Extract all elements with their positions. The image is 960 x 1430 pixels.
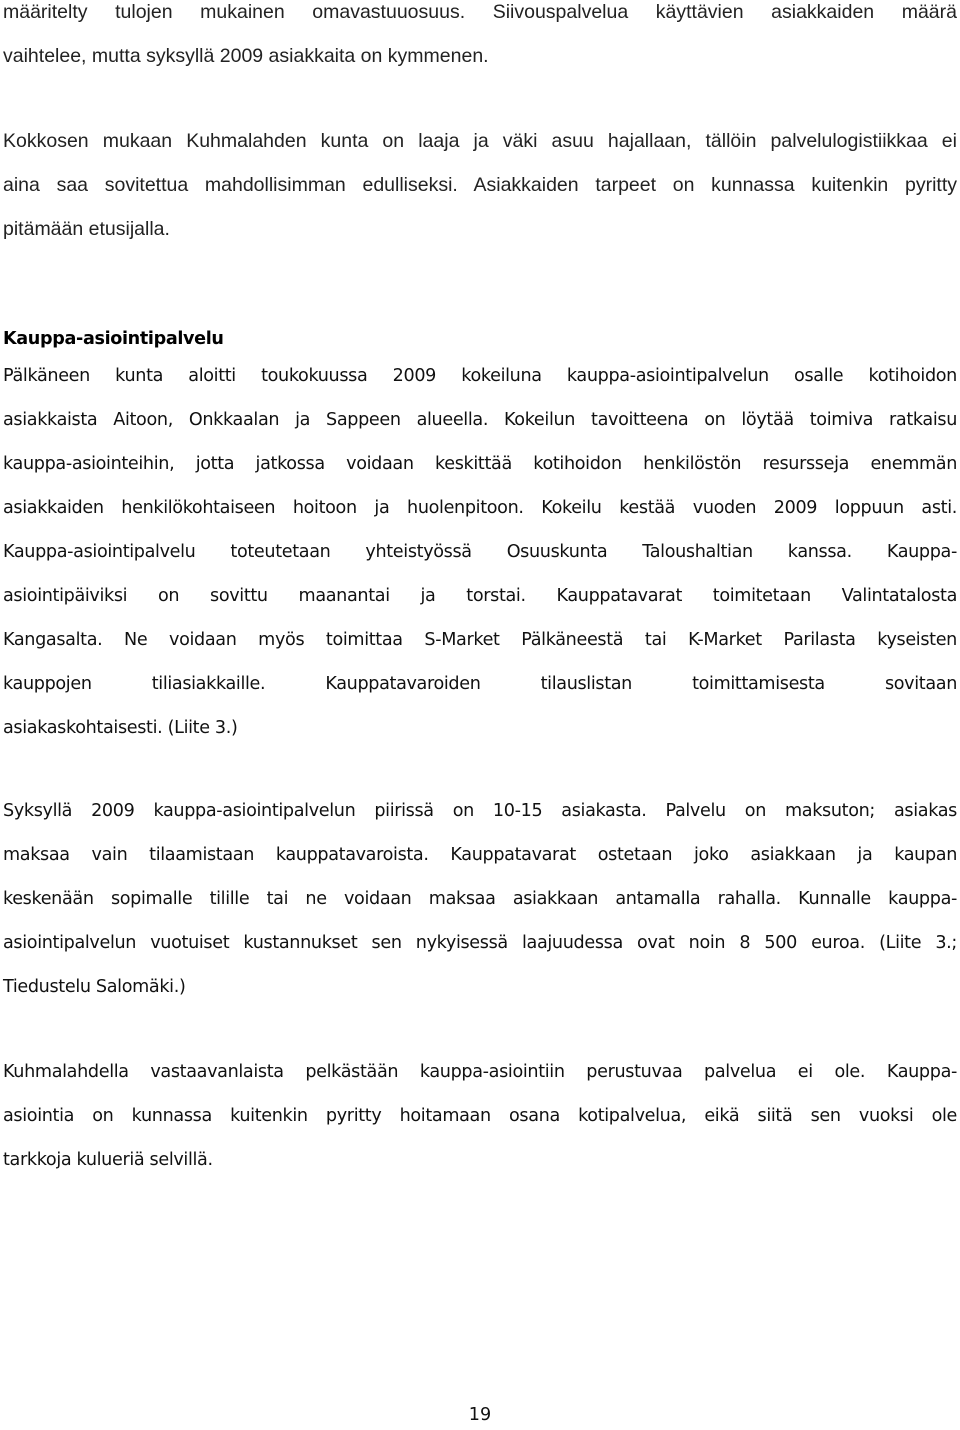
section-heading: Kauppa-asiointipalvelu <box>3 329 224 349</box>
text-line: Kangasalta. Ne voidaan myös toimittaa S-Market Pälkäneestä tai K-Market Parilasta kyseisten <box>3 630 957 650</box>
text-line: maksaa vain tilaamistaan kauppatavaroista. Kauppatavarat ostetaan joko asiakkaan ja kaupan <box>3 845 957 865</box>
text-line: Kuhmalahdella vastaavanlaista pelkästään kauppa-asiointiin perustuvaa palvelua ei ole. Kauppa- <box>3 1062 957 1082</box>
page-number: 19 <box>468 1405 492 1425</box>
text-line: asiakaskohtaisesti. (Liite 3.) <box>3 718 238 738</box>
text-line: asiakkaista Aitoon, Onkkaalan ja Sappeen alueella. Kokeilun tavoitteena on löytää toimiva ratkaisu <box>3 410 957 430</box>
text-line: asiakkaiden henkilökohtaiseen hoitoon ja huolenpitoon. Kokeilu kestää vuoden 2009 loppuun asti. <box>3 498 957 518</box>
paragraph-omavastuu <box>3 0 957 78</box>
text-line: kauppojen tiliasiakkaille. Kauppatavaroiden tilauslistan toimittamisesta sovitaan <box>3 674 957 694</box>
paragraph-asiakkaat-kustannukset <box>3 789 957 1009</box>
text-line: Syksyllä 2009 kauppa-asiointipalvelun piirissä on 10-15 asiakasta. Palvelu on maksuton; asiakas <box>3 801 957 821</box>
text-line: määritelty tulojen mukainen omavastuuosuus. Siivouspalvelua käyttävien asiakkaiden määrä <box>3 1 957 23</box>
text-line: asiointia on kunnassa kuitenkin pyritty hoitamaan osana kotipalvelua, eikä siitä sen vuoksi ole <box>3 1106 957 1126</box>
text-line: kauppa-asiointeihin, jotta jatkossa voidaan keskittää kotihoidon henkilöstön resursseja enemmän <box>3 454 957 474</box>
text-line: Tiedustelu Salomäki.) <box>3 977 186 997</box>
paragraph-kuhmalahti-kauppa <box>3 1050 957 1182</box>
paragraph-kuhmalahti-logistiikka <box>3 119 957 251</box>
text-line: vaihtelee, mutta syksyllä 2009 asiakkaita on kymmenen. <box>3 45 489 67</box>
text-line: asiointipalvelun vuotuiset kustannukset sen nykyisessä laajuudessa ovat noin 8 500 euroa. (Liite 3.; <box>3 933 957 953</box>
paragraph-kokeilu <box>3 354 957 750</box>
text-line: asiointipäiviksi on sovittu maanantai ja torstai. Kauppatavarat toimitetaan Valintatalosta <box>3 586 957 606</box>
text-line: aina saa sovitettua mahdollisimman edulliseksi. Asiakkaiden tarpeet on kunnassa kuitenkin pyritty <box>3 174 957 196</box>
text-line: keskenään sopimalle tilille tai ne voidaan maksaa asiakkaan antamalla rahalla. Kunnalle kauppa- <box>3 889 957 909</box>
text-line: Kokkosen mukaan Kuhmalahden kunta on laaja ja väki asuu hajallaan, tällöin palvelulogistiikkaa ei <box>3 130 957 152</box>
text-line: pitämään etusijalla. <box>3 218 170 240</box>
text-line: Pälkäneen kunta aloitti toukokuussa 2009 kokeiluna kauppa-asiointipalvelun osalle kotihoidon <box>3 366 957 386</box>
text-line: tarkkoja kulueriä selvillä. <box>3 1150 213 1170</box>
text-line: Kauppa-asiointipalvelu toteutetaan yhteistyössä Osuuskunta Taloushaltian kanssa. Kauppa- <box>3 542 957 562</box>
